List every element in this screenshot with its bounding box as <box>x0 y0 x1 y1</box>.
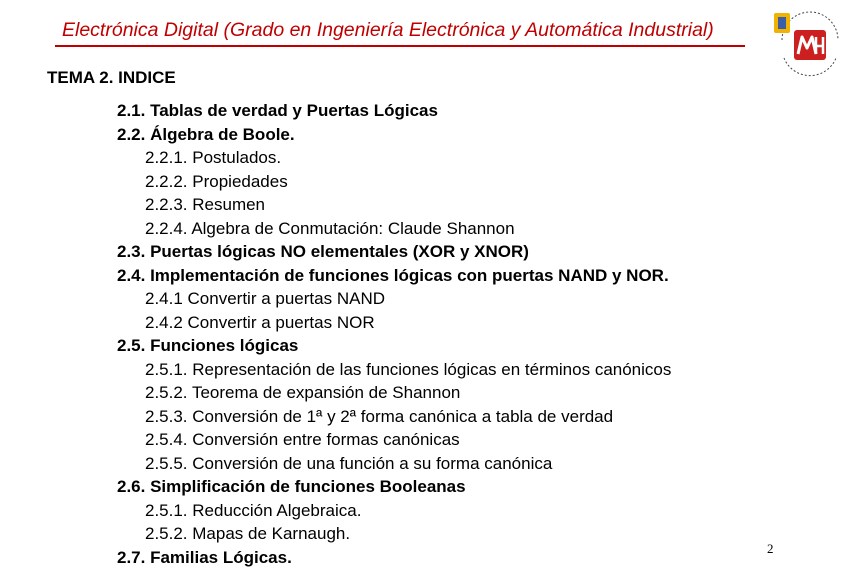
toc-subsection-item: 2.2.1. Postulados. <box>145 148 282 167</box>
toc-subsection-item: 2.5.4. Conversión entre formas canónicas <box>145 430 460 449</box>
toc-subsection-item: 2.5.1. Reducción Algebraica. <box>145 500 362 520</box>
toc-section-item: 2.3. Puertas lógicas NO elementales (XOR y XNOR) <box>117 242 529 261</box>
document-header-title: Electrónica Digital (Grado en Ingeniería Electrónica y Automática Industrial) <box>62 19 714 41</box>
toc-subsection-item: 2.5.5. Conversión de una función a su forma canónica <box>145 453 553 473</box>
toc-subsection-item: 2.2.4. Algebra de Conmutación: Claude Shannon <box>145 218 515 238</box>
toc-section-item: 2.1. Tablas de verdad y Puertas Lógicas <box>117 101 438 120</box>
toc-section-item: 2.7. Familias Lógicas. <box>117 547 292 567</box>
toc-subsection-item: 2.2.2. Propiedades <box>145 171 288 191</box>
table-of-contents <box>117 99 671 569</box>
toc-section-item: 2.4. Implementación de funciones lógicas con puertas NAND y NOR. <box>117 265 669 285</box>
toc-section-item: 2.5. Funciones lógicas <box>117 336 299 355</box>
header-divider <box>55 45 745 47</box>
toc-section-item: 2.2. Álgebra de Boole. <box>117 124 295 144</box>
toc-subsection-item: 2.5.2. Teorema de expansión de Shannon <box>145 383 461 402</box>
toc-section-item: 2.6. Simplificación de funciones Booleanas <box>117 477 466 496</box>
toc-subsection-item: 2.4.2 Convertir a puertas NOR <box>145 312 375 332</box>
toc-subsection-item: 2.5.1. Representación de las funciones lógicas en términos canónicos <box>145 359 672 379</box>
university-logo-icon <box>770 10 842 82</box>
page-number: 2 <box>767 541 774 556</box>
toc-subsection-item: 2.2.3. Resumen <box>145 195 266 214</box>
toc-subsection-item: 2.5.3. Conversión de 1ª y 2ª forma canónica a tabla de verdad <box>145 406 614 426</box>
toc-subsection-item: 2.5.2. Mapas de Karnaugh. <box>145 524 351 543</box>
toc-subsection-item: 2.4.1 Convertir a puertas NAND <box>145 289 385 308</box>
section-heading: TEMA 2. INDICE <box>47 68 176 87</box>
